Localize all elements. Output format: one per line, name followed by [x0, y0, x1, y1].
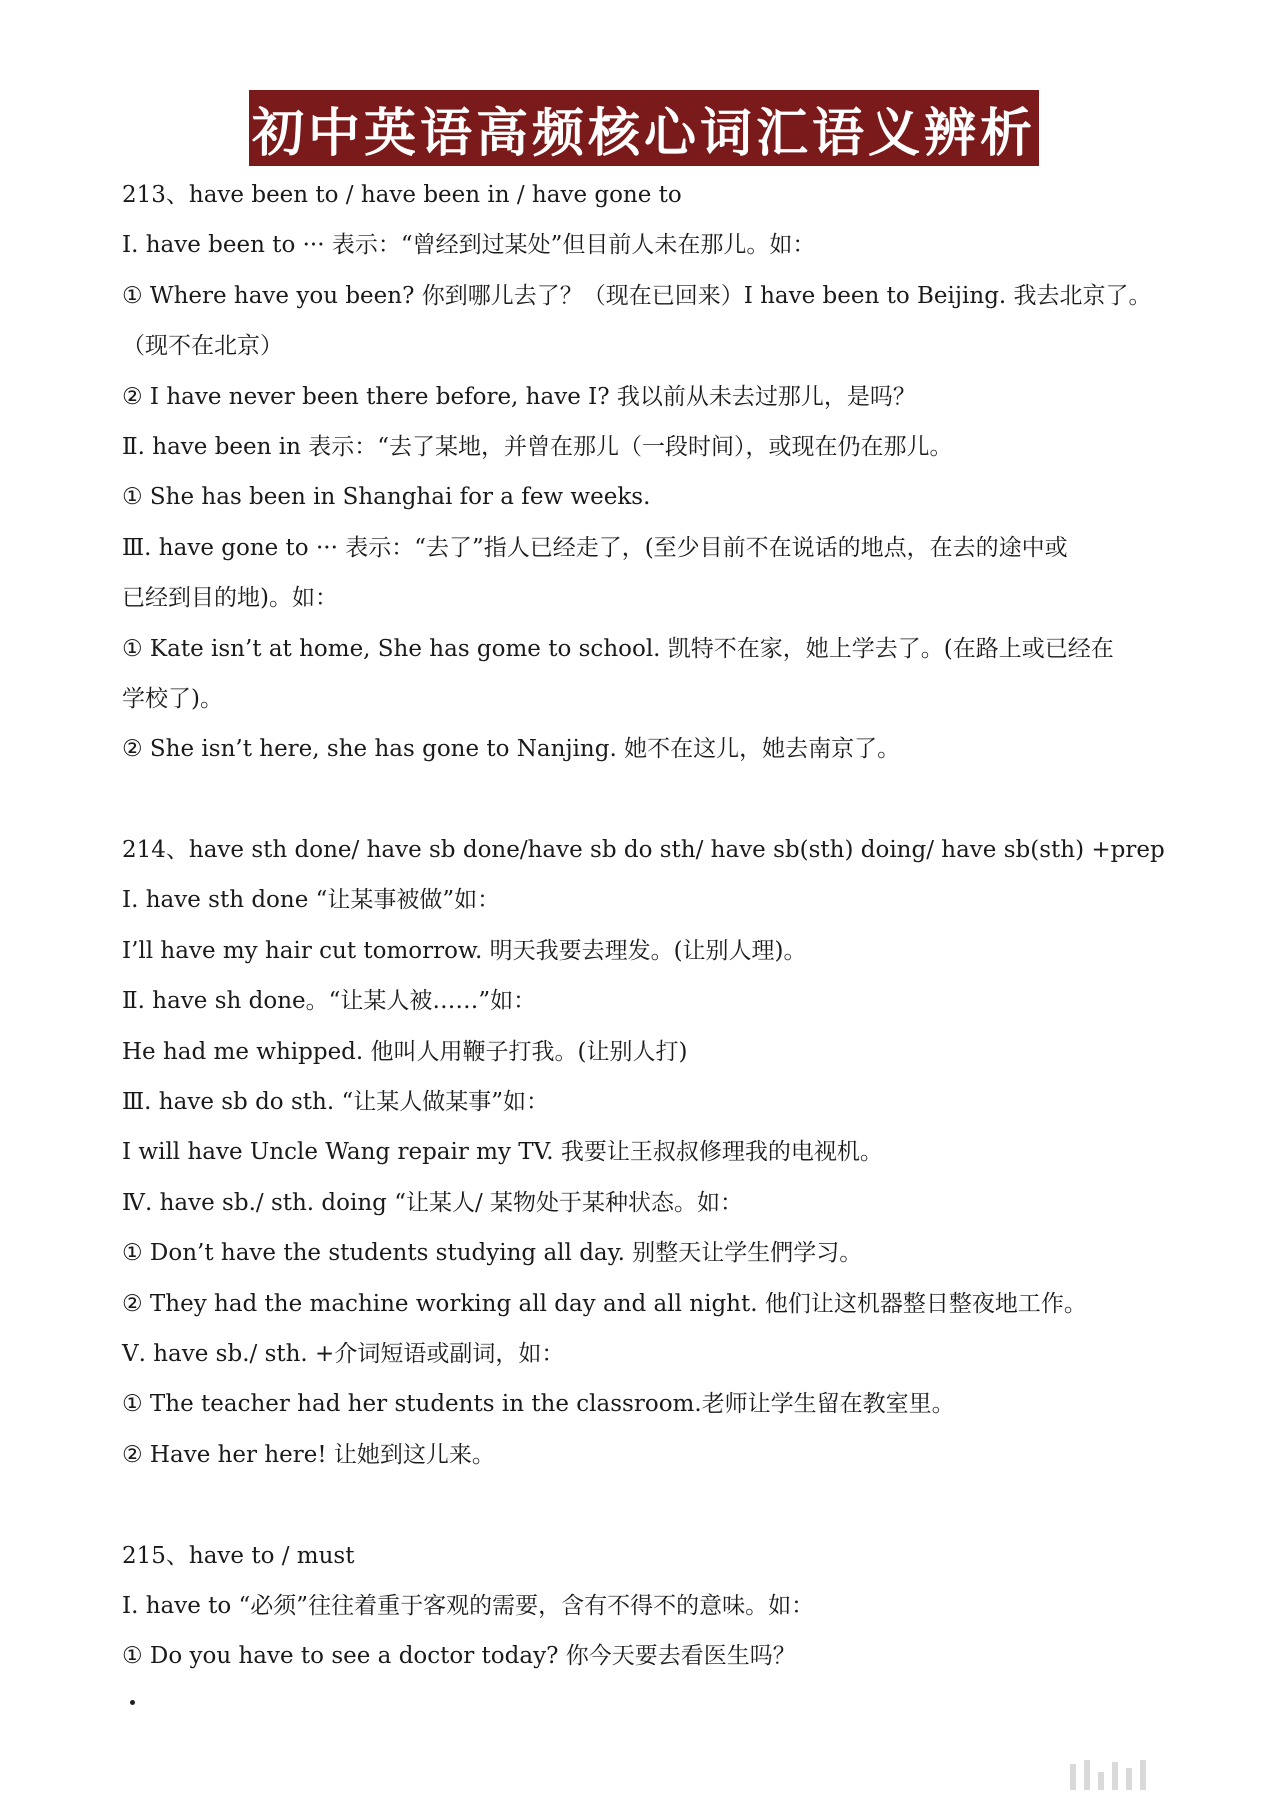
section-heading: 213、have been to / have been in / have gone to: [122, 182, 682, 208]
text-line: （现不在北京）: [122, 333, 283, 360]
text-line: ② I have never been there before, have I? 我以前从未去过那儿，是吗？: [122, 383, 916, 410]
text-line: ① She has been in Shanghai for a few weeks.: [122, 484, 651, 511]
text-line: I will have Uncle Wang repair my TV. 我要让王叔叔修理我的电视机。: [122, 1139, 883, 1166]
text-line: Ⅴ. have sb./ sth. +介词短语或副词，如：: [122, 1340, 565, 1367]
text-line: I’ll have my hair cut tomorrow. 明天我要去理发。(让别人理)。: [122, 937, 807, 964]
section-213: [122, 170, 1182, 775]
section-gap: [122, 1480, 1182, 1530]
text-line: 已经到目的地)。如：: [122, 585, 338, 612]
section-gap: [122, 775, 1182, 825]
title-banner: [249, 90, 1039, 166]
text-line: ① Don’t have the students studying all day. 别整天让学生們学习。: [122, 1240, 863, 1267]
section-214: [122, 825, 1182, 1480]
text-line: ① Kate isn’t at home, She has gome to school. 凯特不在家，她上学去了。(在路上或已经在: [122, 635, 1114, 662]
page-title: 初中英语高频核心词汇语义辨析: [251, 102, 1036, 164]
text-line: Ⅰ. have sth done “让某事被做”如：: [122, 887, 501, 914]
document-body: [122, 170, 1182, 1682]
text-line: Ⅲ. have gone to ··· 表示：“去了”指人已经走了，(至少目前不在说话的地点，在去的途中或: [122, 534, 1068, 561]
text-line: Ⅱ. have been in 表示：“去了某地，并曾在那儿（一段时间），或现在仍在那儿。: [122, 433, 953, 460]
text-line: Ⅳ. have sb./ sth. doing “让某人/ 某物处于某种状态。如：: [122, 1189, 744, 1216]
section-heading: 215、have to / must: [122, 1542, 355, 1569]
text-line: ② They had the machine working all day and all night. 他们让这机器整日整夜地工作。: [122, 1290, 1087, 1317]
text-line: Ⅰ. have to “必须”往往着重于客观的需要，含有不得不的意味。如：: [122, 1592, 815, 1619]
text-line: ② She isn’t here, she has gone to Nanjing. 她不在这儿，她去南京了。: [122, 736, 901, 763]
text-line: ① The teacher had her students in the classroom.老师让学生留在教室里。: [122, 1391, 955, 1418]
text-line: 学校了)。: [122, 685, 223, 712]
section-heading: 214、have sth done/ have sb done/have sb do sth/ have sb(sth) doing/ have sb(sth) +prep: [122, 837, 1165, 864]
bullet-dot: [130, 1700, 135, 1705]
text-line: ② Have her here! 让她到这儿来。: [122, 1441, 495, 1468]
text-line: He had me whipped. 他叫人用鞭子打我。(让别人打): [122, 1038, 688, 1065]
watermark-logo: [1070, 1756, 1250, 1790]
section-215: [122, 1531, 1182, 1682]
text-line: ① Do you have to see a doctor today? 你今天要去看医生吗？: [122, 1643, 796, 1670]
text-line: Ⅰ. have been to ··· 表示：“曾经到过某处”但目前人未在那儿。如：: [122, 232, 816, 259]
text-line: Ⅱ. have sh done。“让某人被……”如：: [122, 988, 537, 1015]
text-line: Ⅲ. have sb do sth. “让某人做某事”如：: [122, 1089, 549, 1116]
text-line: ① Where have you been? 你到哪儿去了？（现在已回来）I have been to Beijing. 我去北京了。: [122, 282, 1152, 309]
